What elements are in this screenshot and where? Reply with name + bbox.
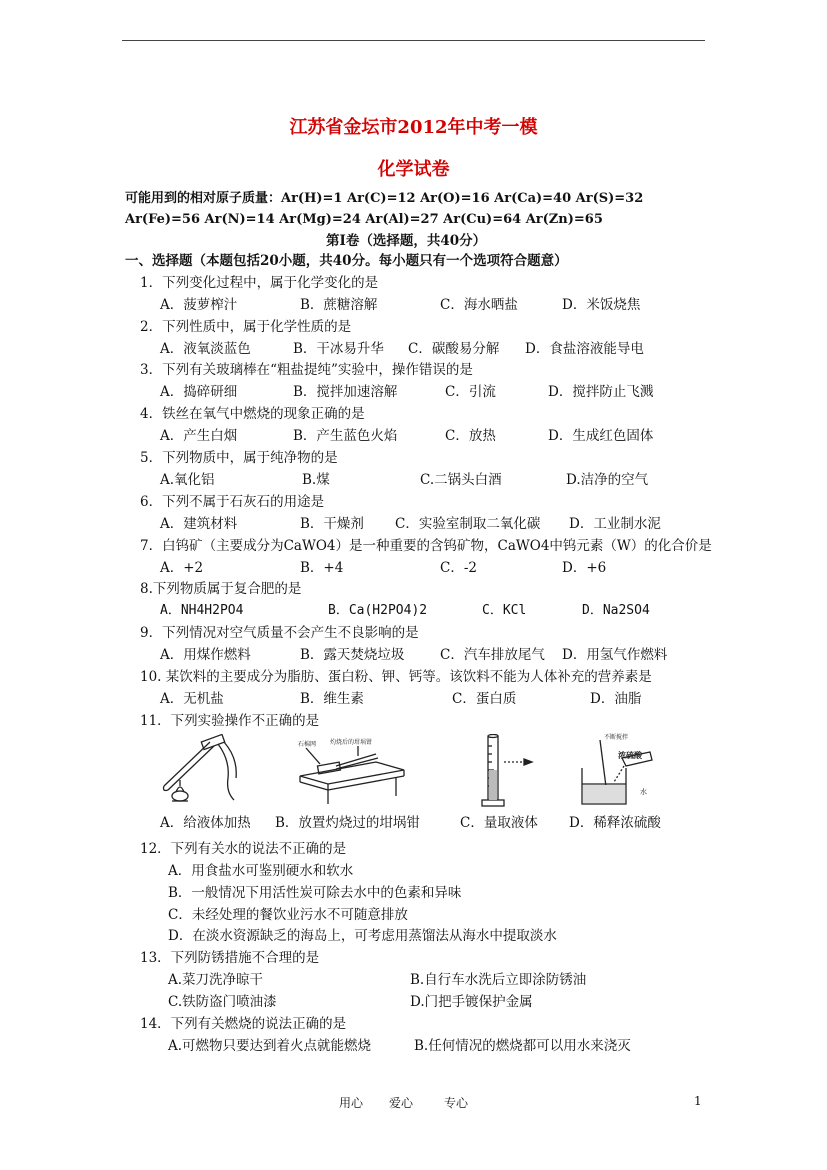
q1-option-d: D．米饭烧焦 [562,297,641,313]
q4-option-d: D．生成红色固体 [548,428,654,444]
question-5: 5．下列物质中，属于纯净物的是 [140,450,338,466]
figure-d-label-acid: 浓硫酸 [618,751,642,760]
footer-word-1: 用心 [339,1096,364,1110]
page-number: 1 [694,1094,702,1108]
question-12: 12．下列有关水的说法不正确的是 [140,841,347,857]
q3-option-d: D．搅拌防止飞溅 [548,384,654,400]
q7-option-b: B．+4 [300,560,344,576]
q10-option-a: A．无机盐 [160,691,224,707]
q13-option-c: C.铁防盗门喷油漆 [168,994,277,1010]
q5-option-d: D.洁净的空气 [566,472,649,488]
q3-option-b: B．搅拌加速溶解 [293,384,398,400]
q6-option-b: B．干燥剂 [300,516,364,532]
q2-option-c: C．碳酸易分解 [408,341,500,357]
q9-option-a: A．用煤作燃料 [160,647,251,663]
q8-option-d: D．Na2SO4 [582,603,650,618]
q1-option-b: B．蔗糖溶解 [300,297,378,313]
exam-title: 江苏省金坛市2012年中考一模 [289,117,538,138]
q14-option-b: B.任何情况的燃烧都可以用水来浇灭 [414,1038,631,1054]
q7-option-d: D．+6 [562,560,607,576]
q13-option-d: D.门把手镀保护金属 [410,994,533,1010]
q10-option-c: C．蛋白质 [452,691,517,707]
q5-option-a: A.氧化铝 [160,472,215,488]
q11-option-b: B．放置灼烧过的坩埚钳 [275,815,420,831]
question-8: 8.下列物质属于复合肥的是 [140,581,302,597]
q1-option-c: C．海水晒盐 [440,297,518,313]
section-title: 一、选择题（本题包括20小题，共40分。每小题只有一个选项符合题意） [125,253,568,269]
q12-option-a: A．用食盐水可鉴别硬水和软水 [168,863,354,879]
q14-option-a: A.可燃物只要达到着火点就能燃烧 [168,1038,372,1054]
q12-option-c: C．未经处理的餐饮业污水不可随意排放 [168,907,408,923]
question-6: 6．下列不属于石灰石的用途是 [140,494,325,510]
q8-option-a: A．NH4H2PO4 [160,603,244,618]
q6-option-a: A．建筑材料 [160,516,238,532]
q7-option-c: C．-2 [440,560,477,576]
figure-d-label-stir: 不断搅拌 [604,734,629,741]
q7-option-a: A．+2 [160,560,204,576]
question-14: 14．下列有关燃烧的说法正确的是 [140,1016,347,1032]
q6-option-c: C．实验室制取二氧化碳 [395,516,541,532]
q4-option-c: C．放热 [445,428,496,444]
q8-option-c: C．KCl [482,603,527,618]
question-1: 1．下列变化过程中，属于化学变化的是 [140,275,379,291]
figure-heating-liquid [158,734,242,804]
q1-option-a: A．菠萝榨汁 [160,297,238,313]
figure-diluting-acid [574,732,666,810]
q12-option-d: D．在淡水资源缺乏的海岛上，可考虑用蒸馏法从海水中提取淡水 [168,928,557,944]
q4-option-a: A．产生白烟 [160,428,238,444]
q3-option-c: C．引流 [445,384,496,400]
question-7: 7．白钨矿（主要成分为CaWO4）是一种重要的含钨矿物，CaWO4中钨元素（W）的化合价是 [140,538,712,554]
q2-option-a: A．液氧淡蓝色 [160,341,251,357]
q9-option-d: D．用氢气作燃料 [562,647,668,663]
q11-option-d: D．稀释浓硫酸 [569,815,661,831]
q11-option-a: A．给液体加热 [160,815,251,831]
question-9: 9．下列情况对空气质量不会产生不良影响的是 [140,625,419,641]
q8-option-b: B．Ca(H2PO4)2 [328,603,428,618]
q2-option-d: D．食盐溶液能导电 [525,341,644,357]
q9-option-c: C．汽车排放尾气 [440,647,545,663]
question-10: 10. 某饮料的主要成分为脂肪、蛋白粉、钾、钙等。该饮料不能为人体补充的营养素是 [140,669,652,685]
q5-option-b: B.煤 [302,472,330,488]
figure-b-label-right: 灼烧后的坩埚钳 [330,739,373,746]
q6-option-d: D．工业制水泥 [569,516,661,532]
q13-option-b: B.自行车水洗后立即涂防锈油 [410,972,587,988]
question-3: 3．下列有关玻璃棒在“粗盐提纯”实验中，操作错误的是 [140,362,473,378]
q3-option-a: A．捣碎研细 [160,384,238,400]
footer-word-3: 专心 [444,1096,469,1110]
q10-option-b: B．维生素 [300,691,364,707]
header-rule [122,40,705,41]
question-2: 2．下列性质中，属于化学性质的是 [140,319,352,335]
q2-option-b: B．干冰易升华 [293,341,384,357]
question-13: 13．下列防锈措施不合理的是 [140,950,320,966]
part-title: 第Ⅰ卷（选择题，共40分） [326,233,487,249]
q13-option-a: A.菜刀洗净晾干 [168,972,264,988]
figure-graduated-cylinder [478,734,540,812]
q10-option-d: D．油脂 [590,691,642,707]
figure-b-label-left: 石棉网 [298,741,317,748]
q12-option-b: B．一般情况下用活性炭可除去水中的色素和异味 [168,885,462,901]
q5-option-c: C.二锅头白酒 [420,472,502,488]
atomic-mass-line-2: Ar(Fe)=56 Ar(N)=14 Ar(Mg)=24 Ar(Al)=27 Ar(Cu)=64 Ar(Zn)=65 [125,212,603,227]
atomic-mass-line-1: 可能用到的相对原子质量：Ar(H)=1 Ar(C)=12 Ar(O)=16 Ar(Ca)=40 Ar(S)=32 [125,191,644,206]
question-4: 4．铁丝在氧气中燃烧的现象正确的是 [140,406,365,422]
question-11: 11．下列实验操作不正确的是 [140,713,320,729]
q4-option-b: B．产生蓝色火焰 [293,428,398,444]
figure-d-label-water: 水 [640,788,647,796]
q9-option-b: B．露天焚烧垃圾 [300,647,405,663]
exam-subtitle: 化学试卷 [377,159,450,180]
footer-word-2: 爱心 [389,1096,414,1110]
figure-crucible-tongs [296,736,408,806]
q11-option-c: C．量取液体 [460,815,538,831]
